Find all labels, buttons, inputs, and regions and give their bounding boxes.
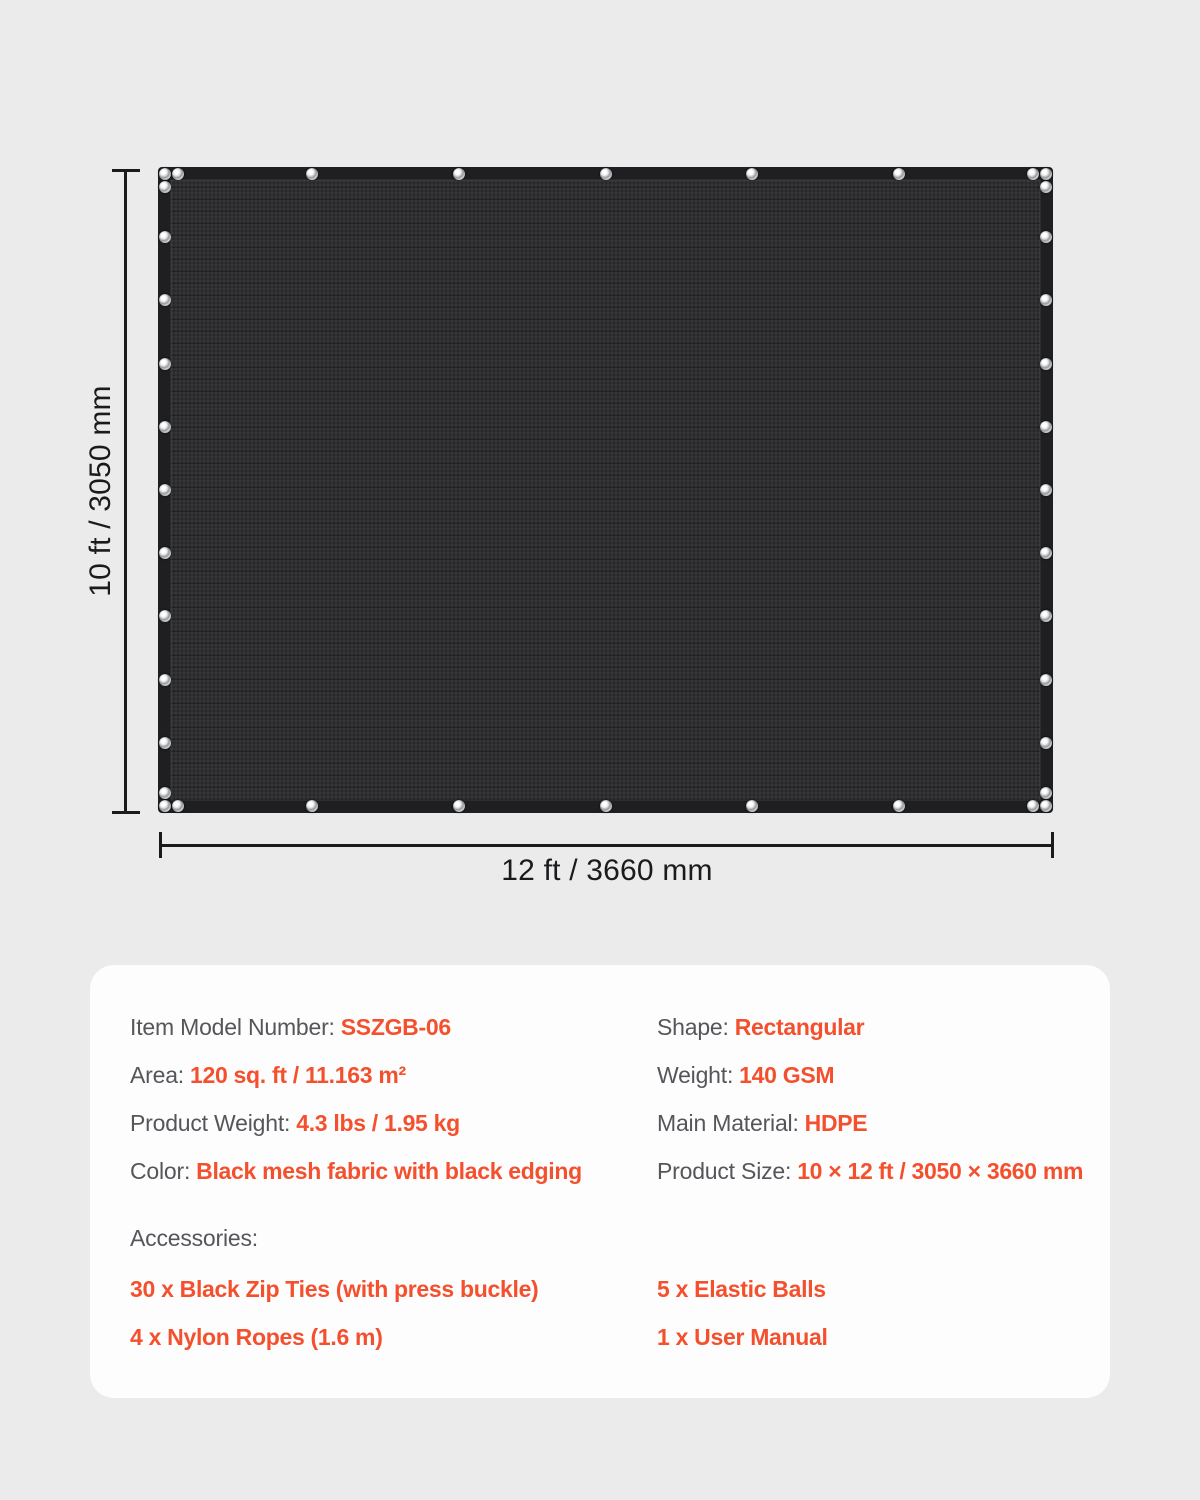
spec-value: Black mesh fabric with black edging: [196, 1158, 582, 1184]
grommet: [1040, 484, 1052, 496]
spec-label: Shape:: [657, 1014, 729, 1040]
grommet: [1040, 181, 1052, 193]
spec-column-right: [657, 1015, 1083, 1207]
spec-gsm-weight: [657, 1063, 1083, 1088]
spec-product-weight: [130, 1111, 657, 1136]
accessory-zip-ties: 30 x Black Zip Ties (with press buckle): [130, 1276, 539, 1302]
spec-value: 140 GSM: [739, 1062, 835, 1088]
spec-value: 4.3 lbs / 1.95 kg: [296, 1110, 460, 1136]
height-dimension-label: 10 ft / 3050 mm: [84, 385, 117, 597]
grommet: [1040, 547, 1052, 559]
grommet: [159, 737, 171, 749]
grommet: [306, 168, 318, 180]
accessory-nylon-ropes: 4 x Nylon Ropes (1.6 m): [130, 1324, 383, 1350]
spec-label: Item Model Number:: [130, 1014, 335, 1040]
spec-grid-accessories: [130, 1277, 1070, 1373]
spec-label: Area:: [130, 1062, 184, 1088]
grommet: [600, 168, 612, 180]
grommet: [1027, 168, 1039, 180]
grommet: [453, 800, 465, 812]
spec-item-model-number: [130, 1015, 657, 1040]
grommet: [159, 294, 171, 306]
spec-value: 120 sq. ft / 11.163 m²: [189, 1062, 406, 1088]
spec-product-size: [657, 1159, 1083, 1184]
spec-value: Rectangular: [734, 1014, 865, 1040]
spec-card: [90, 965, 1110, 1398]
grommet: [172, 800, 184, 812]
spec-label: Weight:: [657, 1062, 734, 1088]
spec-label: Product Size:: [657, 1158, 792, 1184]
grommet: [159, 168, 171, 180]
grommet: [1040, 800, 1052, 812]
spec-main-material: [657, 1111, 1083, 1136]
spec-label: Product Weight:: [130, 1110, 291, 1136]
grommet: [172, 168, 184, 180]
accessory-user-manual: 1 x User Manual: [657, 1324, 828, 1350]
spec-value: SSZGB-06: [340, 1014, 451, 1040]
spec-value: 10 × 12 ft / 3050 × 3660 mm: [797, 1158, 1084, 1184]
grommet: [1040, 231, 1052, 243]
height-dimension-cap-bottom: [112, 811, 140, 814]
grommet: [159, 358, 171, 370]
grommet: [159, 674, 171, 686]
grommet: [159, 800, 171, 812]
accessory-elastic-balls: 5 x Elastic Balls: [657, 1276, 826, 1302]
grommet: [159, 231, 171, 243]
spec-grid-main: [130, 1014, 1084, 1207]
accessories-column-left: [130, 1277, 657, 1373]
grommet: [1040, 168, 1052, 180]
grommet: [159, 421, 171, 433]
spec-color: [130, 1159, 657, 1184]
grommet: [159, 547, 171, 559]
spec-shape: [657, 1015, 1083, 1040]
grommet: [159, 610, 171, 622]
grommet: [159, 181, 171, 193]
shade-mesh-fabric-image: [158, 167, 1053, 813]
grommet: [600, 800, 612, 812]
grommet: [453, 168, 465, 180]
accessories-heading: Accessories:: [130, 1225, 258, 1251]
grommet: [1027, 800, 1039, 812]
grommet: [893, 800, 905, 812]
spec-label: Color:: [130, 1158, 191, 1184]
grommet: [1040, 358, 1052, 370]
grommet: [1040, 737, 1052, 749]
grommet: [893, 168, 905, 180]
height-dimension-line: [124, 170, 127, 813]
grommet: [159, 787, 171, 799]
height-dimension-cap-top: [112, 169, 140, 172]
spec-value: HDPE: [804, 1110, 868, 1136]
width-dimension-label: 12 ft / 3660 mm: [501, 854, 713, 887]
grommet: [746, 800, 758, 812]
grommet: [1040, 674, 1052, 686]
width-dimension-line: [160, 844, 1053, 847]
spec-label: Main Material:: [657, 1110, 799, 1136]
width-dimension-cap-right: [1051, 832, 1054, 858]
accessories-column-right: [657, 1277, 1070, 1373]
grommet: [1040, 787, 1052, 799]
grommet: [306, 800, 318, 812]
grommet: [746, 168, 758, 180]
spec-area: [130, 1063, 657, 1088]
spec-column-left: [130, 1015, 657, 1207]
width-dimension-cap-left: [159, 832, 162, 858]
grommet: [1040, 421, 1052, 433]
grommet: [1040, 294, 1052, 306]
grommet: [1040, 610, 1052, 622]
grommet: [159, 484, 171, 496]
